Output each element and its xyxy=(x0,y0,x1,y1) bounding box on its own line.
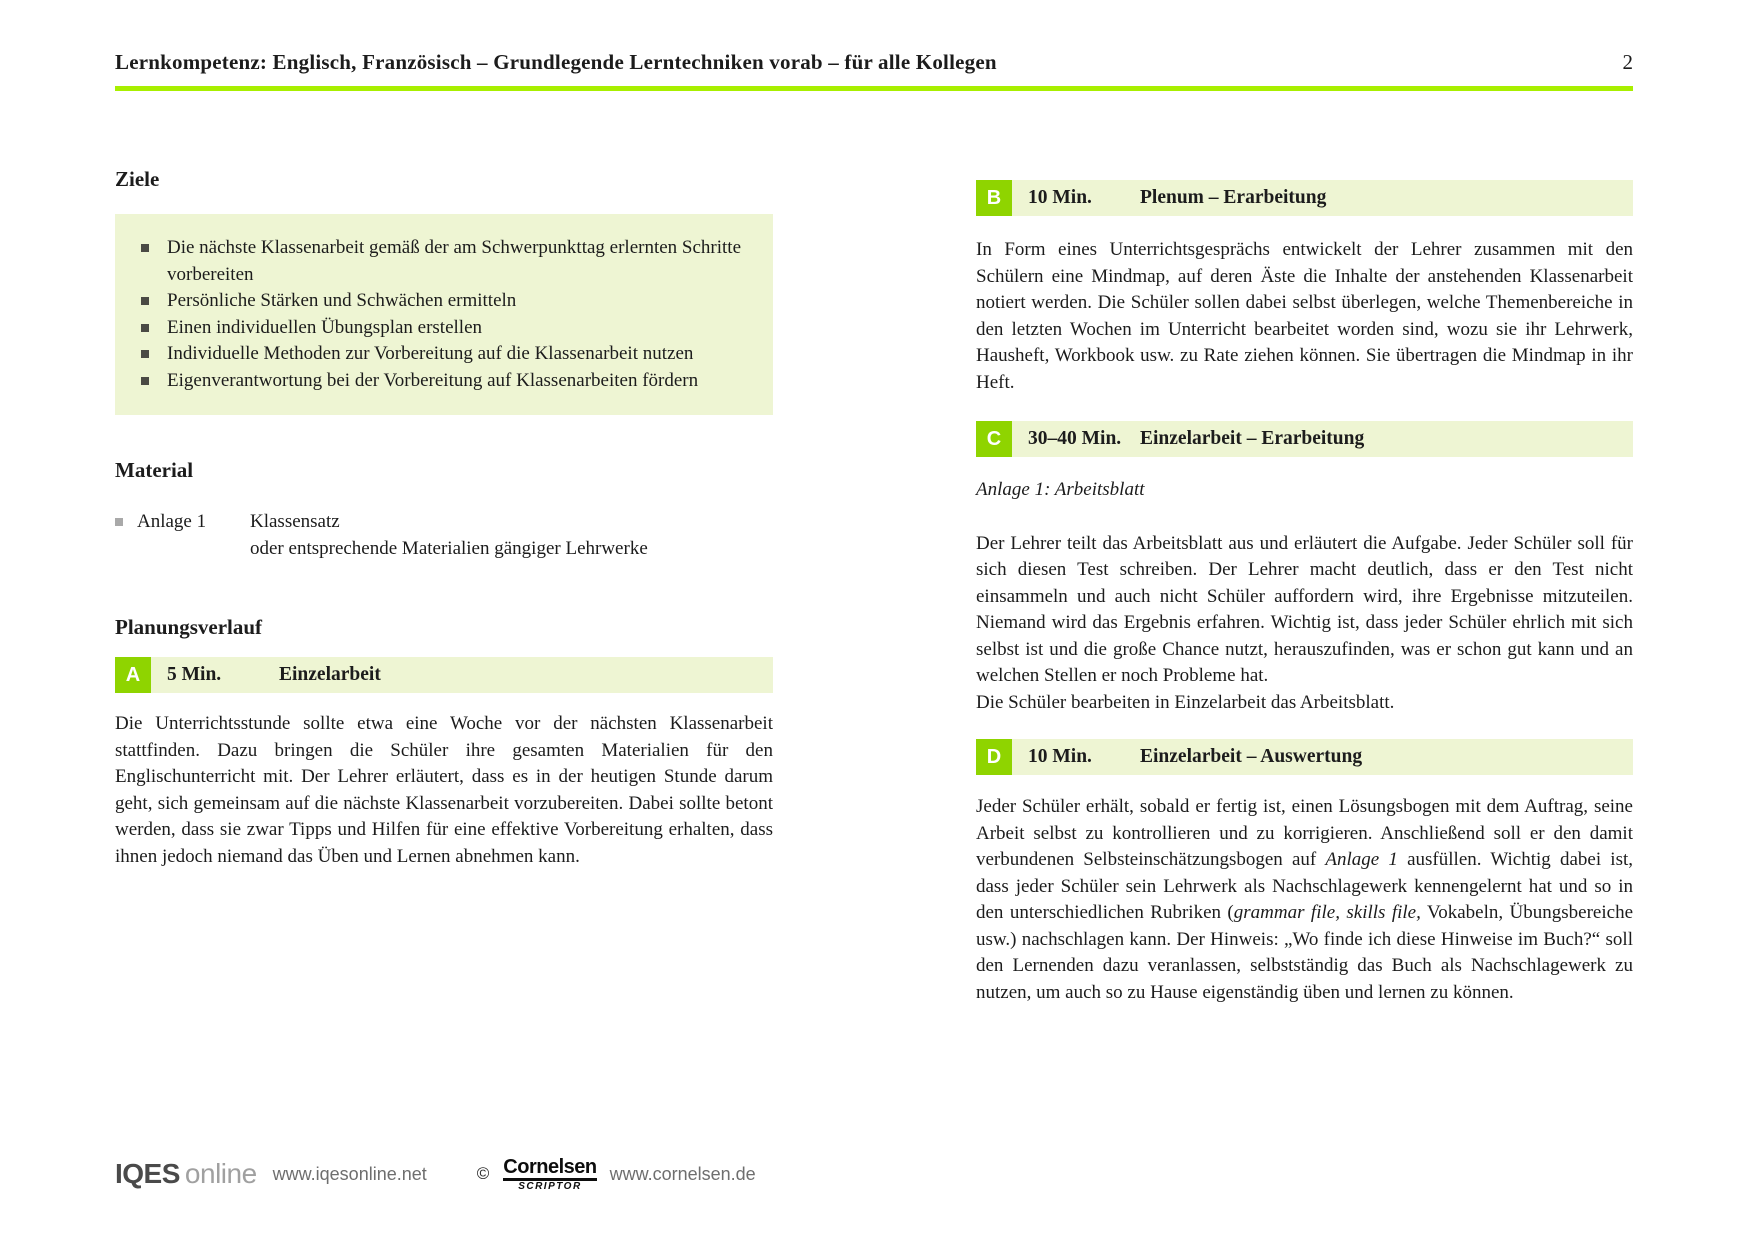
cornelsen-logo-text: Cornelsen xyxy=(503,1157,596,1181)
ziele-list xyxy=(135,235,753,394)
step-a-mode: Einzelarbeit xyxy=(279,663,381,685)
ziele-item xyxy=(135,368,753,395)
ziele-item-text: Einen individuellen Übungsplan erstellen xyxy=(167,316,483,338)
step-b-paragraph: In Form eines Unterrichtsgesprächs entwickelt der Lehrer zusammen mit den Schülern eine Mindmap, auf deren Äste die Inhalte der anstehenden Klassenarbeit notiert werden. Die Schüler sollen dabei selbst überlegen, welche Themenbereiche in den letzten Wochen im Unterricht bearbeitet worden sind, wozu sie ihr Lehrwerk, Hausheft, Workbook usw. zu Rate ziehen können. Sie übertragen die Mindmap in ihr Heft. xyxy=(976,239,1633,393)
step-a-paragraph: Die Unterrichtsstunde sollte etwa eine Woche vor der nächsten Klassenarbeit stattfinden. Dazu bringen die Schüler ihre gesamten Materialien für den Englischunterricht mit. Der Lehrer erläutert, dass es in der heutigen Stunde darum geht, sich gemeinsam auf die nächste Klassenarbeit vorzubereiten. Dabei sollte betont werden, dass sie zwar Tipps und Hilfen für eine effektive Vorbereitung erhalten, dass ihnen jedoch niemand das Üben und Lernen abnehmen kann. xyxy=(115,713,773,867)
ziele-item-text: Individuelle Methoden zur Vorbereitung auf die Klassenarbeit nutzen xyxy=(167,343,694,364)
step-c-letter-badge: C xyxy=(976,421,1012,457)
cornelsen-url: www.cornelsen.de xyxy=(609,1163,756,1184)
material-label: Anlage 1 xyxy=(137,511,207,532)
ziele-item xyxy=(135,288,753,315)
iqes-logo-online-text: online xyxy=(184,1158,257,1189)
ziele-heading: Ziele xyxy=(115,167,160,191)
step-a-banner xyxy=(115,657,773,693)
material-bullet-cell xyxy=(115,509,137,526)
step-d-banner xyxy=(976,739,1633,775)
material-line: Klassensatz xyxy=(250,511,340,532)
step-d-letter-badge: D xyxy=(976,739,1012,775)
material-heading: Material xyxy=(115,458,194,482)
step-b-mode: Plenum – Erarbeitung xyxy=(1140,186,1327,208)
cornelsen-scriptor-text: SCRIPTOR xyxy=(518,1180,582,1192)
step-c-paragraph-main: Der Lehrer teilt das Arbeitsblatt aus und erläutert die Aufgabe. Jeder Schüler soll für sich diesen Test schreiben. Der Lehrer macht deutlich, dass er den Test nicht einsammeln und auch nicht Schüler auffordern wird, ihre Ergebnisse mitzuteilen. Niemand wird das Ergebnis erfahren. Wichtig ist, dass jeder Schüler ehrlich mit sich selbst ist und die große Chance nutzt, herauszufinden, was er schon gut kann und an welchen Stellen er noch Probleme hat. xyxy=(976,532,1633,686)
iqes-logo-text: IQES xyxy=(115,1158,180,1189)
square-bullet-icon xyxy=(141,297,149,305)
ziele-item xyxy=(135,341,753,368)
square-bullet-icon xyxy=(115,518,123,526)
page-title: Lernkompetenz: Englisch, Französisch – Grundlegende Lerntechniken vorab – für alle Kollegen xyxy=(115,50,997,74)
right-column xyxy=(976,0,1633,1006)
step-b-letter-badge: B xyxy=(976,180,1012,216)
step-d-mode: Einzelarbeit – Auswertung xyxy=(1140,745,1363,767)
square-bullet-icon xyxy=(141,350,149,358)
material-line: oder entsprechende Materialien gängiger Lehrwerke xyxy=(250,537,648,559)
annex-note: Anlage 1: Arbeitsblatt xyxy=(976,479,1145,500)
step-d-duration: 10 Min. xyxy=(1028,745,1092,767)
page-footer xyxy=(115,1150,756,1198)
step-c-mode: Einzelarbeit – Erarbeitung xyxy=(1140,427,1365,449)
step-c-paragraph xyxy=(976,531,1633,717)
step-c-banner xyxy=(976,421,1633,457)
step-c-duration: 30–40 Min. xyxy=(1028,427,1122,449)
ziele-item-text: Persönliche Stärken und Schwächen ermitteln xyxy=(167,290,517,311)
ziele-item xyxy=(135,235,753,288)
copyright-symbol: © xyxy=(476,1164,490,1183)
material-row xyxy=(115,509,773,562)
ziele-item-text: Eigenverantwortung bei der Vorbereitung auf Klassenarbeiten fördern xyxy=(167,369,699,391)
cornelsen-scriptor-logo xyxy=(503,1157,596,1192)
step-d-paragraph: Jeder Schüler erhält, sobald er fertig ist, einen Lösungsbogen mit dem Auftrag, seine Arbeit selbst zu kontrollieren und zu korrigieren. Anschließend soll er den damit verbundenen Selbsteinschätzungsbogen auf Anlage 1 ausfüllen. Wichtig dabei ist, dass jeder Schüler sein Lehrwerk als Nachschlagewerk kennengelernt hat und so in den unterschiedlichen Rubriken (grammar file, skills file, Vokabeln, Übungsbereiche usw.) nachschlagen kann. Der Hinweis: „Wo finde ich diese Hinweise im Buch?“ soll den Lernenden dazu veranlassen, selbstständig das Buch als Nachschlagewerk zu nutzen, um auch so zu Hause eigenständig üben und lernen zu können. xyxy=(976,796,1634,1003)
square-bullet-icon xyxy=(141,377,149,385)
step-a-duration: 5 Min. xyxy=(167,663,222,685)
step-c-paragraph-2: Die Schüler bearbeiten in Einzelarbeit das Arbeitsblatt. xyxy=(976,691,1395,713)
ziele-item-text: Die nächste Klassenarbeit gemäß der am Schwerpunkttag erlernten Schritte vorbereiten xyxy=(167,237,742,285)
iqes-online-logo xyxy=(115,1158,257,1190)
step-b-banner xyxy=(976,180,1633,216)
step-a-letter-badge: A xyxy=(115,657,151,693)
square-bullet-icon xyxy=(141,244,149,252)
ziele-item xyxy=(135,315,753,342)
material-lines xyxy=(250,509,773,562)
square-bullet-icon xyxy=(141,324,149,332)
left-column xyxy=(115,0,773,870)
step-b-duration: 10 Min. xyxy=(1028,186,1092,208)
page-number: 2 xyxy=(1622,50,1633,74)
iqes-url: www.iqesonline.net xyxy=(272,1163,427,1184)
plan-heading: Planungsverlauf xyxy=(115,615,263,639)
ziele-panel xyxy=(115,214,773,415)
